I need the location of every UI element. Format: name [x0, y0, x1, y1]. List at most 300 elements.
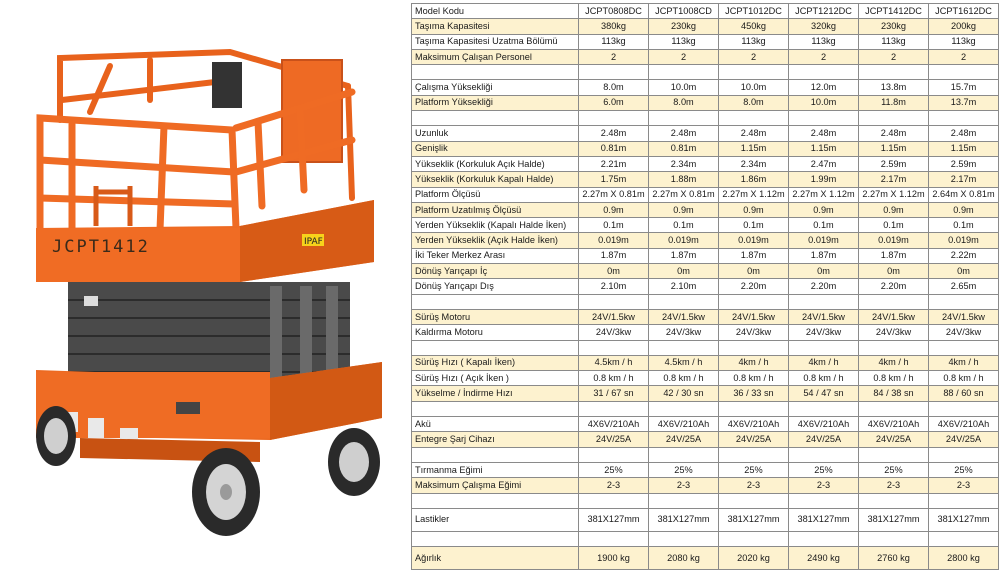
spec-cell: 0.1m — [719, 218, 789, 233]
spec-cell: 8.0m — [719, 95, 789, 110]
spec-cell: 0m — [929, 264, 999, 279]
spec-cell — [859, 401, 929, 416]
spec-cell: 0m — [579, 264, 649, 279]
spec-cell — [579, 294, 649, 309]
spec-cell: 2.27m X 1.12m — [789, 187, 859, 202]
spec-spacer-row — [412, 493, 999, 508]
spec-cell: 2.27m X 1.12m — [719, 187, 789, 202]
spec-row-label: Kaldırma Motoru — [412, 325, 579, 340]
spec-cell — [579, 493, 649, 508]
spec-row-label — [412, 531, 579, 546]
spec-cell: 84 / 38 sn — [859, 386, 929, 401]
spec-cell: 4km / h — [929, 355, 999, 370]
spec-cell: 113kg — [789, 34, 859, 49]
spec-cell: 88 / 60 sn — [929, 386, 999, 401]
spec-cell: 25% — [649, 462, 719, 477]
spec-cell: 381X127mm — [579, 508, 649, 531]
spec-cell: 1.15m — [719, 141, 789, 156]
spec-cell — [859, 65, 929, 80]
spec-cell: 2.10m — [579, 279, 649, 294]
spec-spacer-row — [412, 531, 999, 546]
spec-row-label — [412, 447, 579, 462]
spec-cell: 2.10m — [649, 279, 719, 294]
spec-cell — [929, 447, 999, 462]
spec-cell — [789, 531, 859, 546]
spec-row — [412, 49, 999, 64]
spec-cell: 24V/3kw — [789, 325, 859, 340]
wheel-front-left — [36, 406, 76, 466]
spec-cell: 0.8 km / h — [859, 371, 929, 386]
spec-cell: 0.8 km / h — [579, 371, 649, 386]
spec-cell — [719, 447, 789, 462]
spec-cell: 0.019m — [929, 233, 999, 248]
spec-cell: 24V/25A — [859, 432, 929, 447]
spec-cell: 13.8m — [859, 80, 929, 95]
spec-row — [412, 432, 999, 447]
spec-row-label — [412, 340, 579, 355]
spec-row — [412, 156, 999, 171]
spec-cell — [649, 111, 719, 126]
spec-cell: 1.87m — [789, 248, 859, 263]
spec-row — [412, 309, 999, 324]
spec-row-label: Akü — [412, 417, 579, 432]
spec-cell: 24V/1.5kw — [789, 309, 859, 324]
spec-cell: 0.9m — [929, 202, 999, 217]
spec-cell: 25% — [789, 462, 859, 477]
spec-row — [412, 325, 999, 340]
spec-cell: 8.0m — [649, 95, 719, 110]
spec-cell: 24V/25A — [929, 432, 999, 447]
spec-cell: 2 — [859, 49, 929, 64]
spec-cell: 24V/3kw — [649, 325, 719, 340]
spec-cell — [929, 493, 999, 508]
spec-spacer-row — [412, 65, 999, 80]
spec-cell: 2 — [719, 49, 789, 64]
spec-cell: 24V/3kw — [859, 325, 929, 340]
spec-cell: 2.22m — [929, 248, 999, 263]
spec-cell: 11.8m — [859, 95, 929, 110]
spec-cell: 24V/3kw — [579, 325, 649, 340]
spec-row-label: Taşıma Kapasitesi — [412, 19, 579, 34]
spec-cell: 2-3 — [719, 478, 789, 493]
spec-row — [412, 126, 999, 141]
spec-cell: 2800 kg — [929, 547, 999, 570]
spec-cell: 2.27m X 0.81m — [649, 187, 719, 202]
spec-row — [412, 218, 999, 233]
spec-cell: 381X127mm — [719, 508, 789, 531]
spec-row-label — [412, 493, 579, 508]
spec-cell: 113kg — [929, 34, 999, 49]
spec-cell: 24V/25A — [579, 432, 649, 447]
spec-cell — [789, 493, 859, 508]
spec-cell — [579, 531, 649, 546]
spec-row-label: Sürüş Hızı ( Açık İken ) — [412, 371, 579, 386]
spec-cell: 2 — [929, 49, 999, 64]
spec-row — [412, 141, 999, 156]
spec-cell: 4km / h — [719, 355, 789, 370]
spec-cell — [789, 111, 859, 126]
spec-cell: 381X127mm — [649, 508, 719, 531]
spec-row-label — [412, 401, 579, 416]
spec-row-label: Genişlik — [412, 141, 579, 156]
spec-cell: 2.48m — [859, 126, 929, 141]
spec-cell: 2.59m — [929, 156, 999, 171]
spec-cell: 0.9m — [719, 202, 789, 217]
spec-row — [412, 172, 999, 187]
spec-cell — [649, 65, 719, 80]
spec-cell: 2.34m — [719, 156, 789, 171]
spec-cell: 2.20m — [859, 279, 929, 294]
spec-row-label — [412, 294, 579, 309]
spec-spacer-row — [412, 111, 999, 126]
spec-cell: 42 / 30 sn — [649, 386, 719, 401]
spec-cell: 381X127mm — [929, 508, 999, 531]
spec-cell: 230kg — [649, 19, 719, 34]
spec-cell: 2-3 — [789, 478, 859, 493]
spec-cell — [789, 401, 859, 416]
spec-cell — [929, 294, 999, 309]
spec-cell: 0.8 km / h — [719, 371, 789, 386]
spec-cell — [929, 531, 999, 546]
spec-row-label: Yükselme / İndirme Hızı — [412, 386, 579, 401]
wheel-rear-right — [328, 428, 380, 496]
spec-row-label: Lastikler — [412, 508, 579, 531]
spec-cell: 1.87m — [859, 248, 929, 263]
spec-cell: 2.48m — [929, 126, 999, 141]
spec-cell: 2-3 — [859, 478, 929, 493]
spec-cell — [649, 294, 719, 309]
spec-cell: 0.019m — [789, 233, 859, 248]
spec-cell — [649, 340, 719, 355]
spec-cell: 1.86m — [719, 172, 789, 187]
spec-cell — [929, 111, 999, 126]
spec-cell: 0.8 km / h — [789, 371, 859, 386]
spec-cell — [789, 65, 859, 80]
spec-row-label: Entegre Şarj Cihazı — [412, 432, 579, 447]
spec-cell: 0.019m — [649, 233, 719, 248]
spec-row — [412, 19, 999, 34]
spec-cell: 381X127mm — [789, 508, 859, 531]
spec-cell: 15.7m — [929, 80, 999, 95]
spec-row-label: Yükseklik (Korkuluk Açık Halde) — [412, 156, 579, 171]
model-column-header: JCPT1612DC — [929, 4, 999, 19]
spec-row — [412, 202, 999, 217]
spec-cell — [719, 401, 789, 416]
spec-cell: 4X6V/210Ah — [719, 417, 789, 432]
spec-table-container — [411, 3, 998, 570]
spec-cell: 2.34m — [649, 156, 719, 171]
spec-cell: 0.81m — [579, 141, 649, 156]
spec-cell — [719, 531, 789, 546]
spec-cell: 4km / h — [859, 355, 929, 370]
spec-cell: 2.59m — [859, 156, 929, 171]
model-column-header: JCPT1012DC — [719, 4, 789, 19]
spec-cell — [789, 447, 859, 462]
spec-cell — [719, 493, 789, 508]
spec-cell: 0.019m — [719, 233, 789, 248]
spec-row-label: Yerden Yükseklik (Kapalı Halde İken) — [412, 218, 579, 233]
spec-cell: 24V/25A — [719, 432, 789, 447]
spec-row — [412, 279, 999, 294]
spec-row — [412, 233, 999, 248]
spec-cell: 2.20m — [719, 279, 789, 294]
spec-cell: 0.1m — [929, 218, 999, 233]
spec-row-label — [412, 111, 579, 126]
spec-cell: 24V/3kw — [719, 325, 789, 340]
spec-cell: 0.9m — [649, 202, 719, 217]
spec-cell — [649, 493, 719, 508]
spec-cell: 4X6V/210Ah — [859, 417, 929, 432]
spec-row-label: Çalışma Yüksekliği — [412, 80, 579, 95]
spec-cell: 0.1m — [649, 218, 719, 233]
spec-row-label: Platform Ölçüsü — [412, 187, 579, 202]
spec-cell — [929, 340, 999, 355]
entry-gate — [96, 186, 130, 226]
model-column-header: JCPT0808DC — [579, 4, 649, 19]
spec-row-label: Tırmanma Eğimi — [412, 462, 579, 477]
spec-cell: 25% — [859, 462, 929, 477]
spec-cell — [579, 447, 649, 462]
spec-cell: 2.64m X 0.81m — [929, 187, 999, 202]
spec-cell: 1.87m — [579, 248, 649, 263]
spec-cell: 2.48m — [649, 126, 719, 141]
spec-cell: 450kg — [719, 19, 789, 34]
spec-cell: 31 / 67 sn — [579, 386, 649, 401]
spec-cell: 0.019m — [579, 233, 649, 248]
spec-cell: 0.1m — [789, 218, 859, 233]
spec-cell: 2490 kg — [789, 547, 859, 570]
spec-cell — [649, 447, 719, 462]
spec-cell: 1.15m — [929, 141, 999, 156]
chassis-label-2 — [88, 418, 104, 438]
spec-cell: 24V/1.5kw — [859, 309, 929, 324]
spec-cell: 113kg — [859, 34, 929, 49]
spec-cell: 2.47m — [789, 156, 859, 171]
spec-cell: 0.9m — [579, 202, 649, 217]
spec-table — [411, 3, 999, 570]
spec-row-label — [412, 65, 579, 80]
spec-row — [412, 417, 999, 432]
spec-cell: 2.17m — [859, 172, 929, 187]
spec-cell — [929, 65, 999, 80]
model-column-header: JCPT1412DC — [859, 4, 929, 19]
spec-row — [412, 187, 999, 202]
spec-cell: 2.20m — [789, 279, 859, 294]
spec-cell — [789, 340, 859, 355]
spec-cell — [859, 531, 929, 546]
spec-cell: 10.0m — [719, 80, 789, 95]
spec-cell: 2 — [579, 49, 649, 64]
spec-cell: 2 — [789, 49, 859, 64]
spec-row — [412, 386, 999, 401]
spec-cell: 0m — [789, 264, 859, 279]
spec-cell — [579, 65, 649, 80]
spec-cell: 4.5km / h — [579, 355, 649, 370]
spec-cell: 0.019m — [859, 233, 929, 248]
ipaf-label: IPAF — [304, 237, 323, 247]
spec-cell: 1900 kg — [579, 547, 649, 570]
spec-row-label: Platform Uzatılmış Ölçüsü — [412, 202, 579, 217]
spec-cell: 0.9m — [789, 202, 859, 217]
spec-cell: 4X6V/210Ah — [929, 417, 999, 432]
spec-cell: 24V/1.5kw — [719, 309, 789, 324]
spec-cell: 2-3 — [929, 478, 999, 493]
model-column-header: JCPT1212DC — [789, 4, 859, 19]
model-column-header: JCPT1008CD — [649, 4, 719, 19]
spec-cell: 13.7m — [929, 95, 999, 110]
spec-cell — [789, 294, 859, 309]
spec-cell: 2.27m X 0.81m — [579, 187, 649, 202]
spec-spacer-row — [412, 447, 999, 462]
spec-row — [412, 508, 999, 531]
spec-cell: 0.9m — [859, 202, 929, 217]
spec-cell — [579, 340, 649, 355]
spec-row — [412, 478, 999, 493]
spec-cell — [579, 401, 649, 416]
spec-cell — [859, 493, 929, 508]
spec-cell: 381X127mm — [859, 508, 929, 531]
spec-cell: 10.0m — [789, 95, 859, 110]
spec-cell: 2-3 — [579, 478, 649, 493]
spec-cell — [719, 340, 789, 355]
spec-cell: 2.17m — [929, 172, 999, 187]
spec-row-label: Dönüş Yarıçapı İç — [412, 264, 579, 279]
spec-cell: 380kg — [579, 19, 649, 34]
spec-cell: 0.8 km / h — [929, 371, 999, 386]
spec-cell: 2020 kg — [719, 547, 789, 570]
model-decal: JCPT1412 — [52, 237, 150, 257]
spec-cell: 1.87m — [649, 248, 719, 263]
spec-cell: 2.48m — [579, 126, 649, 141]
spec-spacer-row — [412, 401, 999, 416]
spec-row — [412, 355, 999, 370]
spec-cell: 0m — [859, 264, 929, 279]
spec-cell: 1.88m — [649, 172, 719, 187]
spec-cell — [579, 111, 649, 126]
spec-cell: 24V/1.5kw — [579, 309, 649, 324]
spec-row — [412, 80, 999, 95]
spec-cell: 0.81m — [649, 141, 719, 156]
spec-cell: 2.48m — [789, 126, 859, 141]
spec-header-row — [412, 4, 999, 19]
spec-cell: 24V/3kw — [929, 325, 999, 340]
spec-cell: 0m — [719, 264, 789, 279]
spec-cell: 2-3 — [649, 478, 719, 493]
spec-cell: 36 / 33 sn — [719, 386, 789, 401]
spec-cell — [859, 447, 929, 462]
spec-row-label: Yükseklik (Korkuluk Kapalı Halde) — [412, 172, 579, 187]
spec-cell: 12.0m — [789, 80, 859, 95]
spec-cell: 25% — [579, 462, 649, 477]
spec-cell: 2080 kg — [649, 547, 719, 570]
spec-cell: 4X6V/210Ah — [789, 417, 859, 432]
spec-row — [412, 371, 999, 386]
spec-row — [412, 547, 999, 570]
spec-cell: 2.21m — [579, 156, 649, 171]
spec-cell: 1.15m — [859, 141, 929, 156]
spec-cell: 1.15m — [789, 141, 859, 156]
spec-cell: 320kg — [789, 19, 859, 34]
spec-cell — [719, 111, 789, 126]
spec-cell: 10.0m — [649, 80, 719, 95]
spec-spacer-row — [412, 294, 999, 309]
spec-cell: 4.5km / h — [649, 355, 719, 370]
spec-cell: 200kg — [929, 19, 999, 34]
spec-row-label: Maksimum Çalışan Personel — [412, 49, 579, 64]
spec-cell: 113kg — [719, 34, 789, 49]
spec-cell — [859, 111, 929, 126]
spec-cell: 8.0m — [579, 80, 649, 95]
spec-cell: 230kg — [859, 19, 929, 34]
spec-cell: 2760 kg — [859, 547, 929, 570]
spec-cell: 113kg — [579, 34, 649, 49]
spec-cell: 2 — [649, 49, 719, 64]
spec-row-label: Sürüş Motoru — [412, 309, 579, 324]
spec-cell: 0.1m — [859, 218, 929, 233]
spec-row — [412, 248, 999, 263]
spec-cell: 2.65m — [929, 279, 999, 294]
spec-cell: 113kg — [649, 34, 719, 49]
spec-row-label: Taşıma Kapasitesi Uzatma Bölümü — [412, 34, 579, 49]
spec-cell — [929, 401, 999, 416]
spec-cell: 6.0m — [579, 95, 649, 110]
spec-row-label: İki Teker Merkez Arası — [412, 248, 579, 263]
spec-cell: 0m — [649, 264, 719, 279]
spec-row-label: Uzunluk — [412, 126, 579, 141]
spec-row-label: Maksimum Çalışma Eğimi — [412, 478, 579, 493]
spec-row-label: Platform Yüksekliği — [412, 95, 579, 110]
spec-row — [412, 95, 999, 110]
spec-cell: 54 / 47 sn — [789, 386, 859, 401]
spec-cell: 4km / h — [789, 355, 859, 370]
spec-header-label: Model Kodu — [412, 4, 579, 19]
spec-cell: 24V/1.5kw — [929, 309, 999, 324]
spec-row — [412, 462, 999, 477]
spec-cell — [859, 294, 929, 309]
spec-cell — [719, 294, 789, 309]
spec-cell — [649, 531, 719, 546]
spec-cell: 2.27m X 1.12m — [859, 187, 929, 202]
spec-cell: 4X6V/210Ah — [579, 417, 649, 432]
spec-cell — [719, 65, 789, 80]
spec-row-label: Ağırlık — [412, 547, 579, 570]
spec-cell: 1.99m — [789, 172, 859, 187]
spec-cell: 2.48m — [719, 126, 789, 141]
spec-cell: 4X6V/210Ah — [649, 417, 719, 432]
spec-cell: 24V/25A — [789, 432, 859, 447]
control-box — [212, 62, 242, 108]
spec-spacer-row — [412, 340, 999, 355]
spec-row — [412, 264, 999, 279]
spec-cell: 25% — [719, 462, 789, 477]
scissor-lift-illustration — [0, 0, 410, 548]
spec-cell — [859, 340, 929, 355]
spec-row-label: Sürüş Hızı ( Kapalı İken) — [412, 355, 579, 370]
wheel-front-right — [192, 448, 260, 536]
spec-cell: 24V/1.5kw — [649, 309, 719, 324]
spec-cell — [649, 401, 719, 416]
spec-cell: 25% — [929, 462, 999, 477]
spec-cell: 1.87m — [719, 248, 789, 263]
spec-row — [412, 34, 999, 49]
spec-row-label: Dönüş Yarıçapı Dış — [412, 279, 579, 294]
spec-row-label: Yerden Yükseklik (Açık Halde İken) — [412, 233, 579, 248]
spec-cell: 0.1m — [579, 218, 649, 233]
spec-cell: 0.8 km / h — [649, 371, 719, 386]
spec-cell: 1.75m — [579, 172, 649, 187]
spec-cell: 24V/25A — [649, 432, 719, 447]
chassis-panel — [176, 402, 200, 414]
